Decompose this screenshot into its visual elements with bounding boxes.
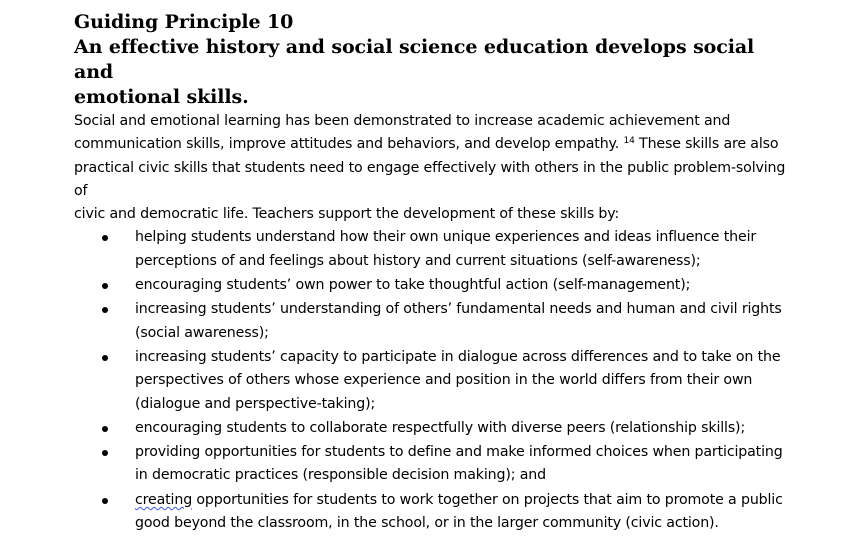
heading-line-3: emotional skills. (74, 86, 249, 108)
spellcheck-flagged-word[interactable]: creating (135, 491, 193, 508)
paragraph-line-1: Social and emotional learning has been demonstrated to increase academic achievement and (74, 113, 731, 129)
list-item-line: good beyond the classroom, in the school, or in the larger community (civic action). (135, 515, 719, 532)
list-item-line: (dialogue and perspective-taking); (135, 395, 376, 412)
bullet-icon (102, 307, 108, 313)
list-item-line: (social awareness); (135, 324, 269, 341)
paragraph-line-2-text: communication skills, improve attitudes and behaviors, and develop empathy. (74, 136, 620, 153)
list-item (74, 226, 794, 273)
list-item-line: encouraging students’ own power to take thoughtful action (self-management); (135, 277, 691, 294)
list-item (74, 441, 794, 488)
list-item-line-rest: opportunities for students to work together on projects that aim to promote a public (192, 491, 783, 508)
heading-line-2: An effective history and social science education develops social and (74, 36, 755, 83)
bullet-icon (102, 426, 108, 432)
paragraph-line-4: civic and democratic life. Teachers support the development of these skills by: (74, 206, 620, 223)
list-item (74, 346, 794, 416)
bullet-icon (102, 235, 108, 241)
list-item-line: perspectives of others whose experience and position in the world differs from their own (135, 372, 753, 389)
principle-heading (74, 10, 794, 110)
paragraph-line-2 (74, 133, 794, 156)
intro-paragraph (74, 110, 794, 226)
footnote-reference[interactable]: 14 (623, 136, 635, 147)
list-item (74, 274, 794, 297)
list-item-line: in democratic practices (responsible decision making); and (135, 467, 546, 484)
list-item-line: encouraging students to collaborate respectfully with diverse peers (relationship skills); (135, 419, 746, 436)
list-item-line: increasing students’ understanding of others’ fundamental needs and human and civil rights (135, 301, 782, 318)
skills-bullet-list (74, 226, 794, 535)
paragraph-line-2-continuation: These skills are also (634, 136, 779, 153)
list-item-line: providing opportunities for students to define and make informed choices when participating (135, 444, 783, 461)
list-item-line: perceptions of and feelings about history and current situations (self-awareness); (135, 252, 701, 269)
bullet-icon (102, 450, 108, 456)
list-item-line: helping students understand how their own unique experiences and ideas influence their (135, 229, 757, 246)
list-item (74, 298, 794, 345)
bullet-icon (102, 498, 108, 504)
list-item-line (135, 489, 794, 512)
list-item (74, 489, 794, 536)
bullet-icon (102, 355, 108, 361)
list-item (74, 417, 794, 440)
bullet-icon (102, 283, 108, 289)
document-body (74, 10, 794, 536)
heading-line-1: Guiding Principle 10 (74, 11, 294, 33)
list-item-line: increasing students’ capacity to participate in dialogue across differences and to take on the (135, 348, 781, 365)
paragraph-line-3: practical civic skills that students need to engage effectively with others in the public problem-solving of (74, 159, 786, 199)
